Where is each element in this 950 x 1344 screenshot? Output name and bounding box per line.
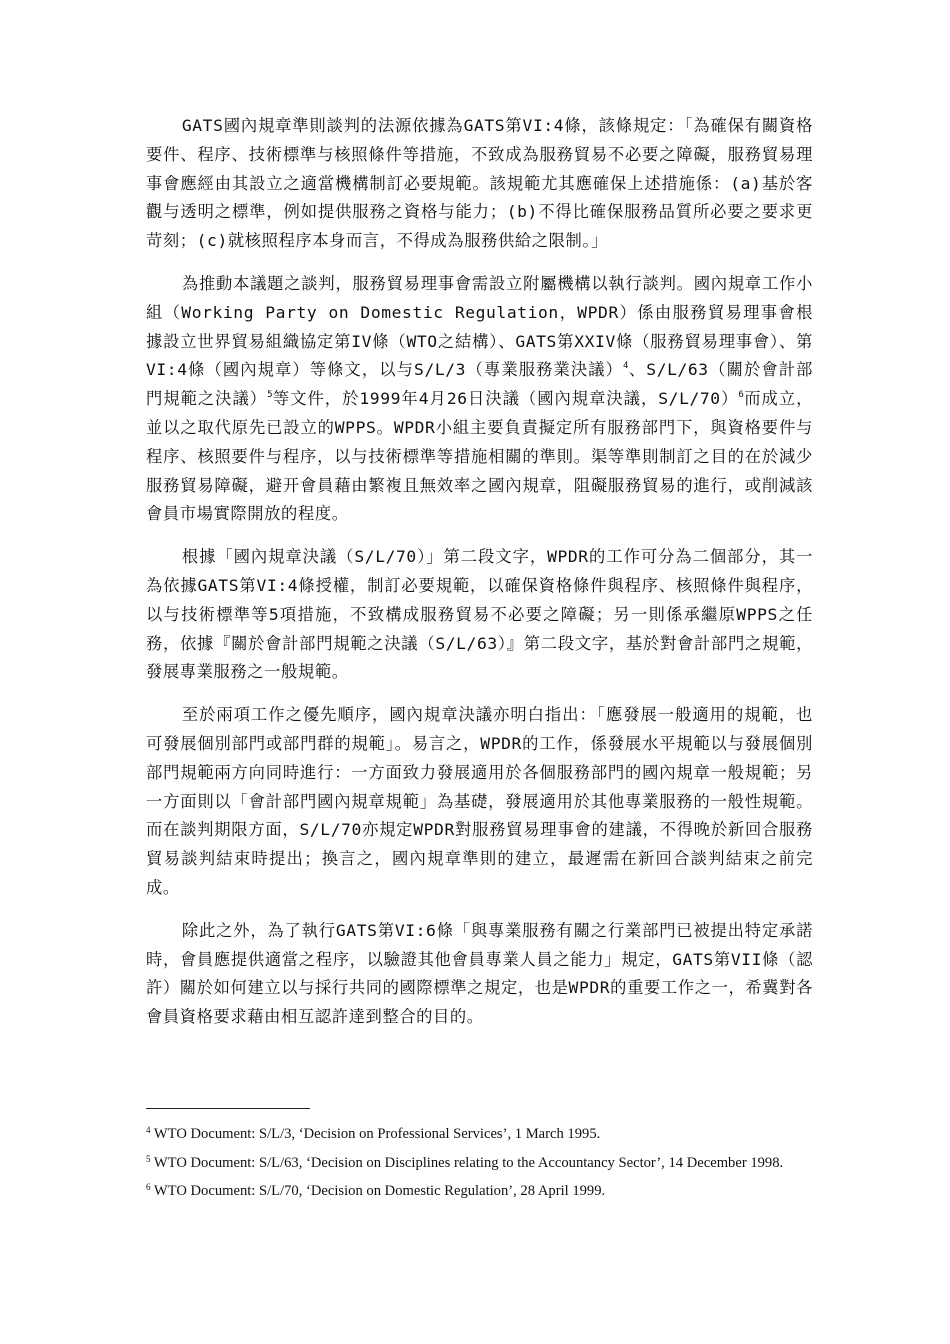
body-text	[146, 112, 813, 1046]
footnote-4	[146, 1120, 816, 1149]
footnote-5	[146, 1149, 816, 1178]
footnote-text: WTO Document: S/L/63, ‘Decision on Disciplines relating to the Accountancy Sector’, 14 December 1998.	[153, 1154, 784, 1171]
footnote-text: WTO Document: S/L/70, ‘Decision on Domestic Regulation’, 28 April 1999.	[153, 1183, 606, 1200]
paragraph-text: 至於兩項工作之優先順序，國內規章決議亦明白指出：「應發展一般適用的規範，也可發展個別部門或部門群的規範」。易言之，WPDR的工作，係發展水平規範以与發展個別部門規範兩方向同時進行：一方面致力發展適用於各個服務部門的國內規章一般規範；另一方面則以「會計部門國內規章規範」為基礎，發展適用於其他專業服務的一般性規範。而在談判期限方面，S/L/70亦規定WPDR對服務貿易理事會的建議，不得晚於新回合服務貿易談判結束時提出；換言之，國內規章準則的建立，最遲需在新回合談判結束之前完成。	[146, 705, 813, 897]
footnote-separator	[146, 1108, 310, 1109]
paragraph-text: 根據「國內規章決議（S/L/70）」第二段文字，WPDR的工作可分為二個部分，其一為依據GATS第VI:4條授權，制訂必要規範，以確保資格條件與程序、核照條件與程序，以与技術標準等5項措施，不致構成服務貿易不必要之障礙；另一則係承繼原WPPS之任務，依據『關於會計部門規範之決議（S/L/63）』第二段文字，基於對會計部門之規範，發展專業服務之一般規範。	[146, 547, 813, 682]
footnote-ref-5[interactable]: 5	[267, 390, 273, 401]
paragraph-text: 等文件，於1999年4月26日決議（國內規章決議，S/L/70）	[272, 389, 739, 409]
footnotes	[146, 1120, 816, 1206]
footnote-number: 5	[146, 1153, 151, 1164]
paragraph-text: 、S/L/63（關於會計部門規範之決議）	[146, 360, 813, 409]
paragraph-wpdr-establishment	[146, 270, 813, 529]
footnote-number: 4	[146, 1125, 151, 1135]
paragraph-text: 而成立，並以之取代原先已設立的WPPS。WPDR小組主要負責擬定所有服務部門下，與資格要件与程序、核照要件与程序，以与技術標準等措施相關的準則。渠等準則制訂之目的在於減少服務貿易障礙，避开會員藉由繁複且無效率之國內規章，阻礙服務貿易的進行，或削減該會員市場實際開放的程度。	[146, 389, 814, 524]
footnote-text: WTO Document: S/L/3, ‘Decision on Professional Services’, 1 March 1995.	[153, 1126, 601, 1142]
paragraph-priorities	[146, 701, 813, 903]
footnote-ref-6[interactable]: 6	[738, 390, 744, 401]
paragraph-recognition	[146, 917, 813, 1032]
paragraph-legal-basis	[146, 112, 813, 256]
footnote-ref-4[interactable]: 4	[623, 361, 629, 372]
footnote-number: 6	[146, 1182, 151, 1193]
paragraph-wpdr-tasks	[146, 543, 813, 687]
footnote-6	[146, 1177, 816, 1206]
paragraph-text: 為推動本議題之談判，服務貿易理事會需設立附屬機構以執行談判。國內規章工作小組（Working Party on Domestic Regulation，WPDR）係由服務貿易理事會根據設立世界貿易組織協定第IV條（WTO之結構）、GATS第XXIV條（服務貿易理事會）、第VI:4條（國內規章）等條文，以与S/L/3（專業服務業決議）	[146, 273, 813, 380]
paragraph-text: 除此之外，為了執行GATS第VI:6條「與專業服務有關之行業部門已被提出特定承諾時，會員應提供適當之程序，以驗證其他會員專業人員之能力」規定，GATS第VII條（認許）關於如何建立以与採行共同的國際標準之規定，也是WPDR的重要工作之一，希冀對各會員資格要求藉由相互認許達到整合的目的。	[146, 920, 813, 1027]
paragraph-text: GATS國內規章準則談判的法源依據為GATS第VI:4條，該條規定：「為確保有關資格要件、程序、技術標準与核照條件等措施，不致成為服務貿易不必要之障礙，服務貿易理事會應經由其設立之適當機構制訂必要規範。該規範尤其應確保上述措施係：(a)基於客觀与透明之標準，例如提供服務之資格与能力；(b)不得比確保服務品質所必要之要求更苛刻；(c)就核照程序本身而言，不得成為服務供給之限制。」	[146, 116, 813, 251]
